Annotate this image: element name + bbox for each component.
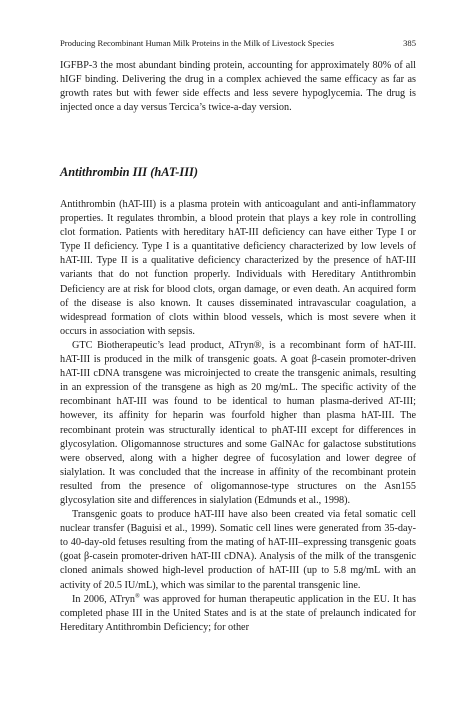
paragraph-4 [60, 593, 416, 635]
continued-paragraph [60, 59, 416, 115]
page-number: 385 [403, 38, 416, 48]
intro-paragraph: IGFBP-3 the most abundant binding protein, accounting for approximately 80% of all hIGF binding. Delivering the drug in a complex achieved the same efficacy as far as growth rates but with fewer side effects and less severe hypoglycemia. The drug is injected once a day versus Tercica’s twice-a-day version. [60, 60, 416, 114]
running-title: Producing Recombinant Human Milk Proteins in the Milk of Livestock Species [60, 38, 335, 48]
registered-mark: ® [135, 592, 140, 600]
paragraph-2: GTC Biotherapeutic’s lead product, ATryn®, is a recombinant form of hAT-III. hAT-III is produced in the milk of transgenic goats. A goat β-casein promoter-driven hAT-III cDNA transgene was microinjected to create the transgenic animals, resulting in an expression of the transgene as high as 20 mg/mL. The specific activity of the recombinant hAT-III was found to be identical to human plasma-derived AT-III; however, its affinity for heparin was fourfold higher than plasma hAT-III. The recombinant protein was structurally identical to phAT-III except for differences in glycosylation. Oligomannose structures and some GalNAc for galactose substitutions were observed, along with a higher degree of fucosylation and lower degree of sialylation. It was concluded that the increase in affinity of the recombinant protein resulted from the presence of oligomannose-type structures on the Asn155 glycosylation site and differences in sialylation (Edmunds et al., 1998). [60, 339, 416, 506]
paragraph-4-rest: was approved for human therapeutic application in the EU. It has completed phase III in the United States and is at the state of prelaunch indicated for Hereditary Antithrombin Deficiency; for other [60, 593, 416, 633]
section-heading: Antithrombin III (hAT-III) [60, 165, 198, 179]
paragraph-3: Transgenic goats to produce hAT-III have also been created via fetal somatic cell nuclear transfer (Baguisi et al., 1999). Somatic cell lines were generated from 35-day- to 40-day-old fetuses resulting from the mating of hAT-III–expressing transgenic goats (goat β-casein promoter-driven hAT-III cDNA). Analysis of the milk of the transgenic cloned animals showed high-level production of hAT-III (up to 5.8 mg/mL with an activity of 20.5 IU/mL), which was similar to the parental transgenic line. [60, 509, 416, 591]
paragraph-4-start: In 2006, ATryn [72, 593, 136, 605]
paragraph-1: Antithrombin (hAT-III) is a plasma protein with anticoagulant and anti-inflammatory properties. It regulates thrombin, a blood protein that plays a key role in controlling clot formation. Patients with hereditary hAT-III deficiency can have either Type I or Type II deficiency. Type I is a quantitative deficiency characterized by low levels of hAT-III. Type II is a qualitative deficiency characterized by the presence of hAT-III variants that do not function properly. Individuals with Hereditary Antithrombin Deficiency are at risk for blood clots, organ damage, or even death. An acquired form of the disease is also known. It causes disseminated intravascular coagulation, a widespread formation of clots within blood vessels, which is most severe when it occurs in association with sepsis. [60, 199, 416, 337]
section-body [60, 198, 416, 635]
running-header [60, 38, 416, 48]
